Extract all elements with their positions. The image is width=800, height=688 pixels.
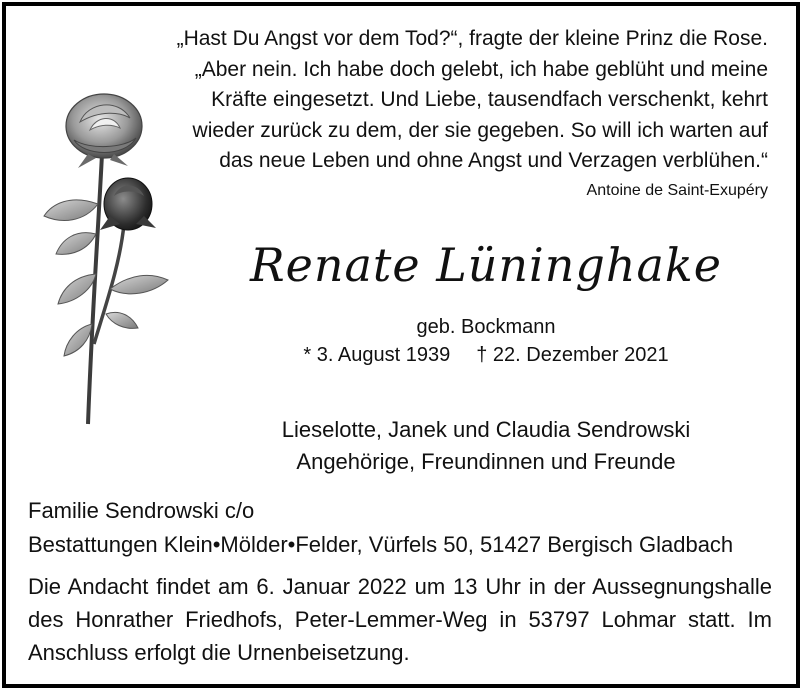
contact-address	[28, 494, 788, 562]
quote-author: Antoine de Saint-Exupéry	[586, 182, 768, 199]
birth-date: * 3. August 1939	[303, 344, 451, 366]
maiden-name: geb. Bockmann	[416, 316, 556, 338]
quote-line: „Aber nein. Ich habe doch gelebt, ich habe geblüht und meine	[194, 57, 768, 81]
quote-line: wieder zurück zu dem, der sie gegeben. So will ich warten auf	[192, 118, 768, 142]
death-date: † 22. Dezember 2021	[476, 344, 669, 366]
mourners-block	[236, 414, 736, 478]
mourners-line: Lieselotte, Janek und Claudia Sendrowski	[281, 417, 691, 442]
quote-line: „Hast Du Angst vor dem Tod?“, fragte der kleine Prinz die Rose.	[176, 27, 768, 50]
quote-line: Kräfte eingesetzt. Und Liebe, tausendfach verschenkt, kehrt	[211, 88, 768, 111]
mourners-line: Angehörige, Freundinnen und Freunde	[296, 449, 676, 474]
service-notice: Die Andacht findet am 6. Januar 2022 um 13 Uhr in der Aussegnungshalle des Honrather Friedhofs, Peter-Lemmer-Weg in 53797 Lohmar statt. Im Anschluss erfolgt die Urnenbeisetzung.	[28, 574, 772, 665]
quote-line: das neue Leben und ohne Angst und Verzagen verblühen.“	[219, 149, 768, 172]
contact-line: Familie Sendrowski c/o	[28, 498, 255, 523]
obituary-card	[2, 2, 800, 688]
deceased-name: Renate Lüninghake	[250, 238, 722, 292]
life-dates	[286, 344, 686, 367]
contact-line: Bestattungen Klein•Mölder•Felder, Vürfels 50, 51427 Bergisch Gladbach	[28, 532, 734, 557]
quote-block	[148, 24, 768, 177]
